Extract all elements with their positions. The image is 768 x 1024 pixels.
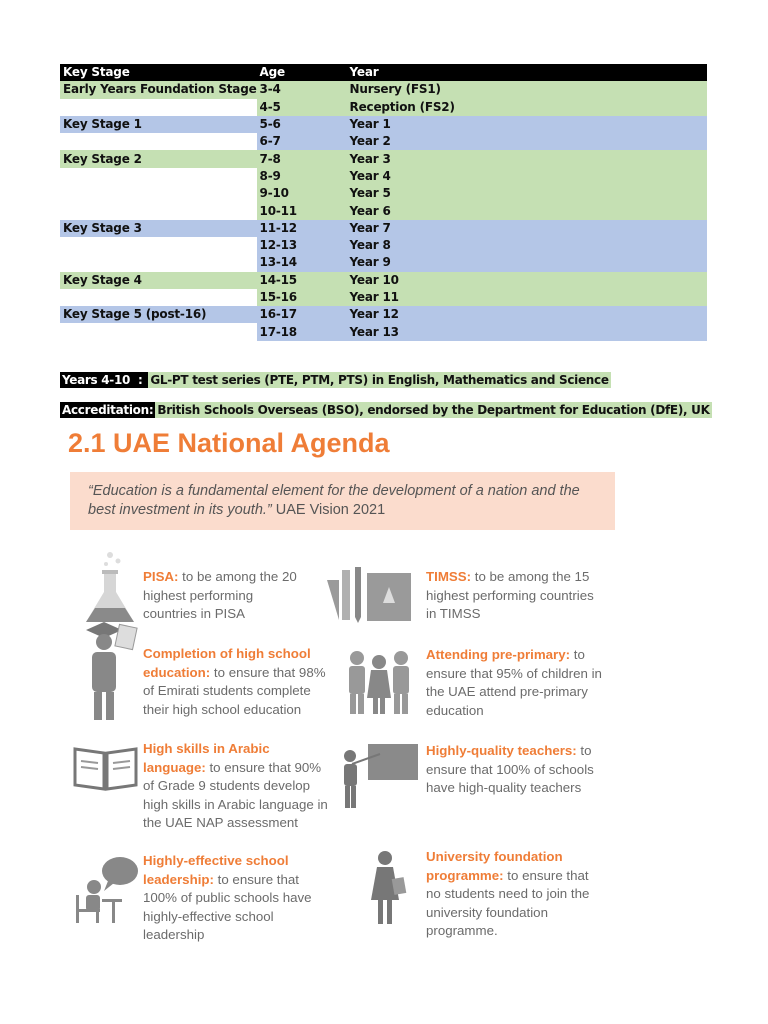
university-title: University foundation programme: <box>426 849 563 883</box>
age-cell: 6-7 <box>257 133 347 150</box>
accreditation-label: Accreditation: <box>62 403 154 417</box>
pisa-text: to be among the 20 highest performing countries in PISA <box>143 569 297 621</box>
stage-cell <box>60 202 257 219</box>
agenda-item-pisa <box>143 568 298 624</box>
table-row <box>60 116 707 133</box>
open-book-icon <box>73 745 138 791</box>
vision-quote: “Education is a fundamental element for the development of a nation and the best investment in its youth.” <box>88 483 580 518</box>
year-cell: Year 1 <box>347 116 707 133</box>
age-cell: 17-18 <box>257 323 347 340</box>
table-row <box>60 306 707 323</box>
testing-separator: : <box>134 373 147 387</box>
agenda-item-timss <box>426 568 596 624</box>
header-key-stage: Key Stage <box>60 64 257 81</box>
stage-cell <box>60 254 257 271</box>
stage-cell: Key Stage 1 <box>60 116 257 133</box>
year-cell: Year 10 <box>347 272 707 289</box>
table-row <box>60 168 707 185</box>
table-row <box>60 220 707 237</box>
stage-cell <box>60 289 257 306</box>
stage-cell <box>60 323 257 340</box>
flask-icon <box>80 550 140 628</box>
table-row <box>60 81 707 98</box>
year-cell: Year 4 <box>347 168 707 185</box>
age-cell: 12-13 <box>257 237 347 254</box>
timss-title: TIMSS: <box>426 569 472 584</box>
pisa-title: PISA: <box>143 569 179 584</box>
accreditation-text: British Schools Overseas (BSO), endorsed by the Department for Education (DfE), UK <box>157 403 710 417</box>
teachers-text: to ensure that 100% of schools have high-quality teachers <box>426 743 594 795</box>
agenda-item-teachers <box>426 742 611 798</box>
age-cell: 14-15 <box>257 272 347 289</box>
timss-text: to be among the 15 highest performing countries in TIMSS <box>426 569 594 621</box>
year-cell: Nursery (FS1) <box>347 81 707 98</box>
highschool-title: Completion of high school education: <box>143 646 311 680</box>
testing-line <box>60 373 611 387</box>
year-cell: Year 5 <box>347 185 707 202</box>
leadership-text: to ensure that 100% of public schools have highly-effective school leadership <box>143 871 312 942</box>
age-cell: 13-14 <box>257 254 347 271</box>
children-icon <box>345 650 413 715</box>
stage-cell: Key Stage 2 <box>60 150 257 167</box>
university-text: to ensure that no students need to join the university foundation programme. <box>426 867 590 938</box>
table-row <box>60 202 707 219</box>
age-cell: 9-10 <box>257 185 347 202</box>
stage-cell <box>60 237 257 254</box>
accreditation-line <box>60 403 712 417</box>
age-cell: 16-17 <box>257 306 347 323</box>
testing-text: GL-PT test series (PTE, PTM, PTS) in English, Mathematics and Science <box>150 373 609 387</box>
graduate-icon <box>84 618 139 723</box>
age-cell: 10-11 <box>257 202 347 219</box>
age-cell: 11-12 <box>257 220 347 237</box>
age-cell: 7-8 <box>257 150 347 167</box>
highschool-text: to ensure that 98% of Emirati students complete their high school education <box>143 664 326 717</box>
age-cell: 8-9 <box>257 168 347 185</box>
arabic-text: to ensure that 90% of Grade 9 students develop high skills in Arabic language in the UAE NAP assessment <box>143 759 328 830</box>
table-header-row <box>60 64 707 81</box>
leader-speech-icon <box>72 855 140 925</box>
age-cell: 5-6 <box>257 116 347 133</box>
agenda-title: 2.1 UAE National Agenda <box>68 428 390 458</box>
agenda-item-arabic <box>143 740 333 833</box>
agenda-item-preprimary <box>426 646 606 720</box>
table-row <box>60 237 707 254</box>
table-row <box>60 185 707 202</box>
table-row <box>60 323 707 340</box>
stage-cell: Early Years Foundation Stage <box>60 81 257 98</box>
student-woman-icon <box>365 850 407 925</box>
age-cell: 15-16 <box>257 289 347 306</box>
stage-cell <box>60 168 257 185</box>
stage-cell <box>60 133 257 150</box>
arabic-title: High skills in Arabic language: <box>143 741 270 775</box>
preprimary-text: to ensure that 95% of children in the UAE attend pre-primary education <box>426 647 602 718</box>
measuring-tools-icon <box>325 565 415 625</box>
year-cell: Year 2 <box>347 133 707 150</box>
year-cell: Year 3 <box>347 150 707 167</box>
vision-quote-source: UAE Vision 2021 <box>271 502 386 518</box>
teacher-icon <box>340 742 420 810</box>
agenda-item-leadership <box>143 852 323 945</box>
header-year: Year <box>347 64 707 81</box>
table-row <box>60 254 707 271</box>
year-cell: Year 11 <box>347 289 707 306</box>
year-cell: Year 7 <box>347 220 707 237</box>
table-row <box>60 99 707 116</box>
year-cell: Year 8 <box>347 237 707 254</box>
agenda-item-highschool <box>143 645 328 719</box>
stage-cell <box>60 185 257 202</box>
vision-quote-box <box>70 472 615 530</box>
preprimary-title: Attending pre-primary: <box>426 647 571 662</box>
table-row <box>60 272 707 289</box>
year-cell: Year 13 <box>347 323 707 340</box>
teachers-title: Highly-quality teachers: <box>426 743 577 758</box>
age-cell: 4-5 <box>257 99 347 116</box>
year-cell: Year 6 <box>347 202 707 219</box>
stage-cell <box>60 99 257 116</box>
table-row <box>60 289 707 306</box>
agenda-item-university <box>426 848 601 941</box>
year-cell: Year 9 <box>347 254 707 271</box>
key-stage-table <box>60 64 707 341</box>
stage-cell: Key Stage 4 <box>60 272 257 289</box>
testing-label: Years 4-10 <box>62 373 131 387</box>
year-cell: Year 12 <box>347 306 707 323</box>
age-cell: 3-4 <box>257 81 347 98</box>
table-row <box>60 133 707 150</box>
table-row <box>60 150 707 167</box>
leadership-title: Highly-effective school leadership: <box>143 853 289 887</box>
header-age: Age <box>257 64 347 81</box>
stage-cell: Key Stage 3 <box>60 220 257 237</box>
stage-cell: Key Stage 5 (post-16) <box>60 306 257 323</box>
year-cell: Reception (FS2) <box>347 99 707 116</box>
